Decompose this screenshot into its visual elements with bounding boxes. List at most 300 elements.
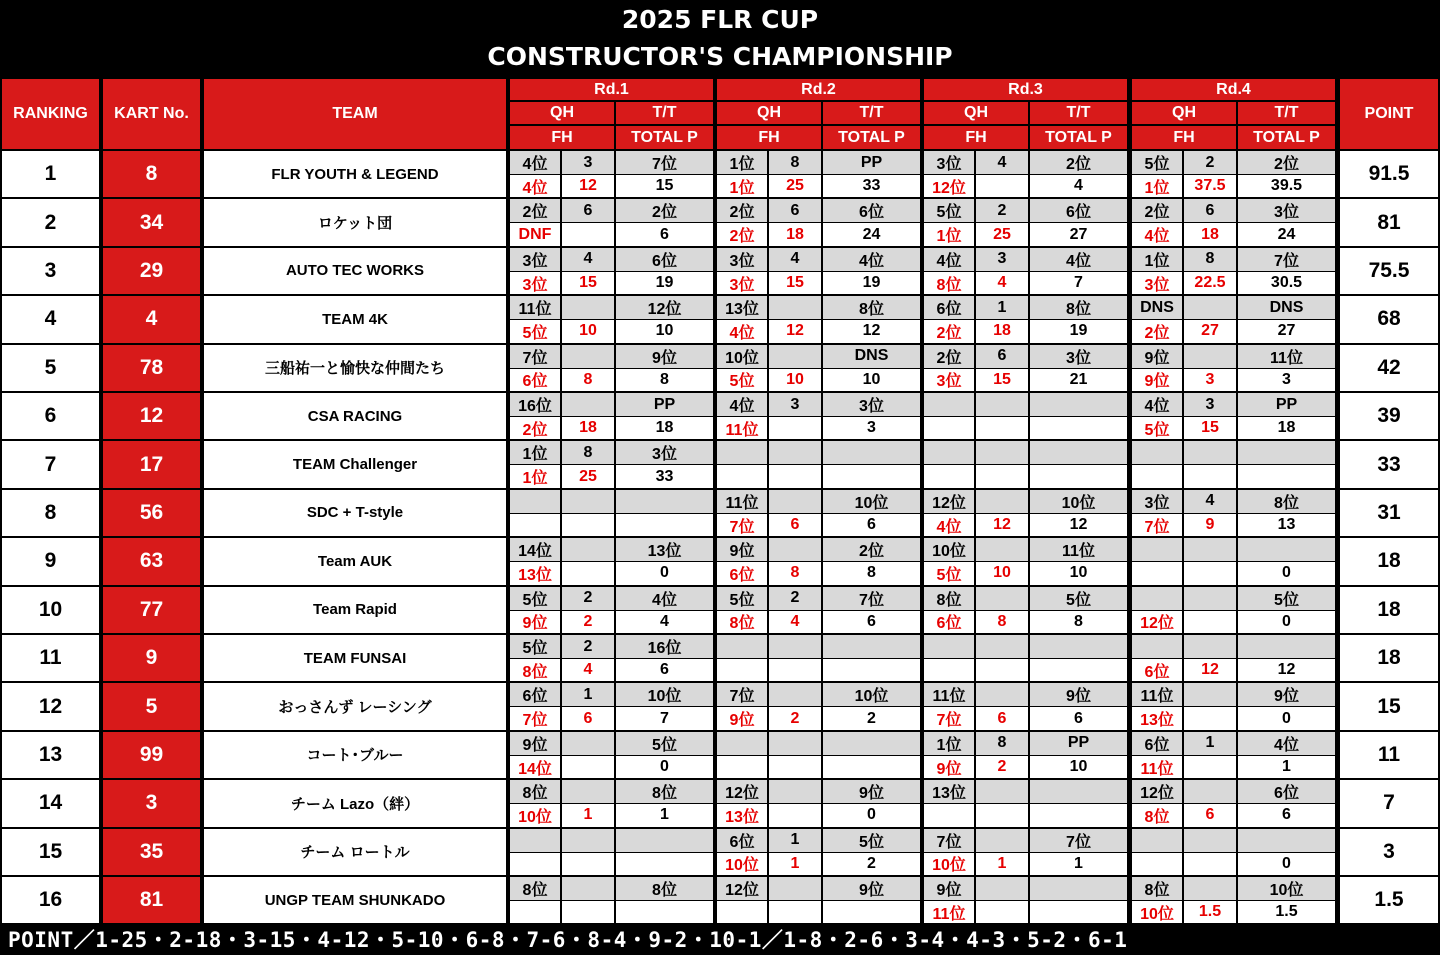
qh-position-cell	[1132, 635, 1182, 658]
round-total-cell: 6	[823, 611, 920, 633]
qh-position-cell: 3位	[717, 248, 767, 271]
fh-points-cell: 1	[976, 853, 1028, 875]
qh-points-cell: 4	[1184, 490, 1236, 513]
rank-cell: 6	[2, 393, 99, 439]
fh-position-cell: 10位	[924, 853, 974, 875]
kart-number-cell: 29	[103, 248, 200, 294]
qh-points-cell	[562, 780, 614, 803]
qh-position-cell: 9位	[717, 538, 767, 561]
round-total-cell: 33	[616, 465, 713, 487]
fh-points-cell	[562, 223, 614, 245]
round-total-cell	[823, 659, 920, 681]
qh-points-cell	[769, 732, 821, 755]
fh-position-cell: 11位	[924, 901, 974, 923]
qh-points-cell	[1184, 877, 1236, 900]
fh-points-cell: 15	[769, 272, 821, 294]
tt-position-cell	[1030, 877, 1127, 900]
qh-points-cell: 2	[1184, 151, 1236, 174]
tt-position-cell: 7位	[1030, 829, 1127, 852]
round-total-cell: 15	[616, 175, 713, 197]
fh-points-cell: 8	[562, 369, 614, 391]
team-name-cell: SDC + T-style	[204, 490, 506, 536]
fh-position-cell	[1132, 853, 1182, 875]
kart-number-cell: 35	[103, 829, 200, 875]
kart-number-cell: 56	[103, 490, 200, 536]
fh-position-cell: 9位	[924, 756, 974, 778]
round-total-cell: 6	[1030, 707, 1127, 729]
qh-position-cell: 1位	[1132, 248, 1182, 271]
kart-number-cell: 81	[103, 877, 200, 923]
rank-cell: 14	[2, 780, 99, 826]
tt-position-cell: 9位	[616, 345, 713, 368]
fh-points-cell	[562, 853, 614, 875]
qh-position-cell: 13位	[717, 296, 767, 319]
qh-position-cell: 5位	[924, 199, 974, 222]
fh-position-cell: 5位	[924, 562, 974, 584]
fh-position-cell: DNF	[510, 223, 560, 245]
fh-points-cell: 18	[562, 417, 614, 439]
qh-points-cell: 3	[1184, 393, 1236, 416]
qh-points-cell	[1184, 780, 1236, 803]
fh-position-cell	[510, 901, 560, 923]
round-total-cell: 10	[1030, 756, 1127, 778]
point-header: POINT	[1340, 79, 1438, 149]
tt-position-cell: 5位	[1238, 587, 1335, 610]
fh-header: FH	[1132, 126, 1236, 149]
qh-position-cell	[1132, 587, 1182, 610]
qh-position-cell: 2位	[1132, 199, 1182, 222]
tt-position-cell	[1238, 635, 1335, 658]
tt-position-cell: 5位	[616, 732, 713, 755]
round-total-cell: 13	[1238, 514, 1335, 536]
fh-position-cell: 6位	[924, 611, 974, 633]
round-total-cell: 3	[1238, 369, 1335, 391]
round-header-3: Rd.3	[924, 79, 1127, 100]
fh-position-cell: 4位	[510, 175, 560, 197]
round-total-cell	[1238, 465, 1335, 487]
fh-points-cell: 25	[769, 175, 821, 197]
qh-position-cell	[924, 635, 974, 658]
tt-position-cell: 8位	[616, 780, 713, 803]
fh-points-cell	[769, 901, 821, 923]
fh-points-cell: 2	[769, 707, 821, 729]
tt-position-cell: 2位	[1030, 151, 1127, 174]
title-line-1: 2025 FLR CUP	[621, 5, 819, 34]
round-total-cell: 0	[1238, 853, 1335, 875]
fh-header: FH	[510, 126, 614, 149]
round-total-cell	[616, 853, 713, 875]
qh-position-cell: 7位	[717, 683, 767, 706]
tt-position-cell	[823, 635, 920, 658]
tt-position-cell: 7位	[823, 587, 920, 610]
qh-points-cell	[769, 345, 821, 368]
tt-position-cell	[1030, 441, 1127, 464]
fh-position-cell: 7位	[510, 707, 560, 729]
point-cell: 18	[1340, 587, 1438, 633]
tt-position-cell: 6位	[1030, 199, 1127, 222]
qh-points-cell	[976, 393, 1028, 416]
qh-points-cell: 1	[1184, 732, 1236, 755]
fh-points-cell: 4	[976, 272, 1028, 294]
fh-points-cell	[562, 756, 614, 778]
fh-position-cell: 6位	[717, 562, 767, 584]
fh-position-cell: 9位	[717, 707, 767, 729]
point-cell: 31	[1340, 490, 1438, 536]
round-total-cell: 0	[823, 804, 920, 826]
team-name-cell: TEAM FUNSAI	[204, 635, 506, 681]
point-cell: 33	[1340, 441, 1438, 487]
qh-points-cell: 2	[976, 199, 1028, 222]
kart-number-cell: 8	[103, 151, 200, 197]
fh-position-cell: 11位	[1132, 756, 1182, 778]
fh-position-cell	[1132, 562, 1182, 584]
fh-points-cell: 6	[976, 707, 1028, 729]
fh-position-cell	[510, 853, 560, 875]
qh-points-cell	[1184, 587, 1236, 610]
qh-position-cell: 11位	[924, 683, 974, 706]
point-cell: 42	[1340, 345, 1438, 391]
fh-points-cell	[976, 175, 1028, 197]
tt-position-cell: PP	[823, 151, 920, 174]
round-total-cell: 1	[1030, 853, 1127, 875]
fh-points-cell	[1184, 707, 1236, 729]
qh-position-cell: 9位	[924, 877, 974, 900]
qh-points-cell: 1	[976, 296, 1028, 319]
tt-position-cell: 4位	[1030, 248, 1127, 271]
rank-cell: 1	[2, 151, 99, 197]
fh-points-cell	[1184, 611, 1236, 633]
qh-points-cell	[769, 296, 821, 319]
qh-position-cell: 5位	[510, 587, 560, 610]
round-total-cell: 33	[823, 175, 920, 197]
fh-position-cell: 5位	[510, 320, 560, 342]
rank-cell: 2	[2, 199, 99, 245]
tt-position-cell: 2位	[616, 199, 713, 222]
round-total-cell: 1	[616, 804, 713, 826]
qh-position-cell	[717, 732, 767, 755]
qh-points-cell: 8	[562, 441, 614, 464]
tt-position-cell: 6位	[1238, 780, 1335, 803]
rank-cell: 7	[2, 441, 99, 487]
fh-points-cell	[769, 804, 821, 826]
point-cell: 91.5	[1340, 151, 1438, 197]
qh-position-cell: 1位	[924, 732, 974, 755]
kart-number-cell: 5	[103, 683, 200, 729]
rank-cell: 5	[2, 345, 99, 391]
fh-points-cell	[562, 514, 614, 536]
round-total-cell: 19	[823, 272, 920, 294]
qh-position-cell: 9位	[510, 732, 560, 755]
qh-points-cell	[562, 538, 614, 561]
kart-number-cell: 12	[103, 393, 200, 439]
round-total-cell: 0	[1238, 562, 1335, 584]
tt-position-cell: 6位	[616, 248, 713, 271]
point-cell: 68	[1340, 296, 1438, 342]
round-total-cell: 6	[616, 659, 713, 681]
qh-points-cell	[562, 296, 614, 319]
qh-position-cell: 12位	[717, 780, 767, 803]
team-name-cell: CSA RACING	[204, 393, 506, 439]
qh-position-cell: 4位	[924, 248, 974, 271]
rank-cell: 8	[2, 490, 99, 536]
qh-points-cell	[1184, 538, 1236, 561]
tt-position-cell: PP	[1030, 732, 1127, 755]
tt-position-cell	[1238, 829, 1335, 852]
tt-header: T/T	[616, 102, 713, 124]
team-name-cell: TEAM 4K	[204, 296, 506, 342]
qh-points-cell	[976, 490, 1028, 513]
fh-points-cell	[976, 465, 1028, 487]
qh-points-cell	[562, 345, 614, 368]
round-total-cell: 10	[1030, 562, 1127, 584]
qh-points-cell	[562, 877, 614, 900]
qh-points-cell	[769, 635, 821, 658]
qh-points-cell: 1	[562, 683, 614, 706]
fh-position-cell: 14位	[510, 756, 560, 778]
qh-points-cell	[562, 393, 614, 416]
fh-points-cell: 6	[1184, 804, 1236, 826]
qh-position-cell: DNS	[1132, 296, 1182, 319]
qh-position-cell: 1位	[510, 441, 560, 464]
round-total-cell	[1030, 659, 1127, 681]
fh-position-cell: 7位	[1132, 514, 1182, 536]
fh-points-cell: 10	[976, 562, 1028, 584]
rank-cell: 11	[2, 635, 99, 681]
qh-header: QH	[717, 102, 821, 124]
qh-points-cell	[769, 780, 821, 803]
round-total-cell: 7	[1030, 272, 1127, 294]
fh-points-cell	[1184, 562, 1236, 584]
tt-position-cell: 8位	[823, 296, 920, 319]
qh-points-cell	[1184, 345, 1236, 368]
point-cell: 15	[1340, 683, 1438, 729]
qh-points-cell: 6	[562, 199, 614, 222]
tt-position-cell	[823, 732, 920, 755]
team-name-cell: チーム ロートル	[204, 829, 506, 875]
qh-position-cell	[510, 829, 560, 852]
qh-position-cell: 10位	[924, 538, 974, 561]
round-total-cell: 6	[1238, 804, 1335, 826]
team-name-cell: Team Rapid	[204, 587, 506, 633]
qh-position-cell	[510, 490, 560, 513]
team-name-cell: UNGP TEAM SHUNKADO	[204, 877, 506, 923]
fh-points-cell: 15	[562, 272, 614, 294]
qh-points-cell	[976, 683, 1028, 706]
round-total-cell: 2	[823, 707, 920, 729]
fh-position-cell: 3位	[510, 272, 560, 294]
fh-position-cell: 2位	[717, 223, 767, 245]
round-total-cell: 0	[1238, 707, 1335, 729]
qh-points-cell	[562, 490, 614, 513]
qh-position-cell	[924, 393, 974, 416]
qh-points-cell: 3	[769, 393, 821, 416]
qh-position-cell: 8位	[510, 780, 560, 803]
qh-header: QH	[510, 102, 614, 124]
team-name-cell: TEAM Challenger	[204, 441, 506, 487]
round-total-cell: 24	[823, 223, 920, 245]
fh-points-cell: 1	[769, 853, 821, 875]
qh-position-cell: 1位	[717, 151, 767, 174]
qh-position-cell: 6位	[717, 829, 767, 852]
tt-position-cell: 9位	[1238, 683, 1335, 706]
fh-position-cell: 8位	[924, 272, 974, 294]
qh-points-cell: 8	[769, 151, 821, 174]
fh-points-cell	[1184, 756, 1236, 778]
fh-points-cell	[976, 659, 1028, 681]
qh-position-cell: 8位	[1132, 877, 1182, 900]
qh-points-cell: 3	[976, 248, 1028, 271]
qh-position-cell	[1132, 441, 1182, 464]
tt-position-cell	[1030, 635, 1127, 658]
round-total-cell: 7	[616, 707, 713, 729]
fh-points-cell: 3	[1184, 369, 1236, 391]
tt-header: T/T	[1238, 102, 1335, 124]
round-total-cell: 8	[1030, 611, 1127, 633]
qh-position-cell: 6位	[1132, 732, 1182, 755]
qh-position-cell: 4位	[717, 393, 767, 416]
total-p-header: TOTAL P	[1238, 126, 1335, 149]
qh-points-cell	[562, 732, 614, 755]
tt-header: T/T	[1030, 102, 1127, 124]
tt-position-cell	[1030, 780, 1127, 803]
qh-points-cell: 2	[562, 635, 614, 658]
round-total-cell	[823, 901, 920, 923]
fh-points-cell: 4	[562, 659, 614, 681]
fh-position-cell	[510, 514, 560, 536]
total-p-header: TOTAL P	[616, 126, 713, 149]
round-total-cell: 19	[616, 272, 713, 294]
round-total-cell: 30.5	[1238, 272, 1335, 294]
tt-position-cell: 13位	[616, 538, 713, 561]
rank-cell: 3	[2, 248, 99, 294]
point-cell: 18	[1340, 635, 1438, 681]
qh-points-cell	[562, 829, 614, 852]
round-total-cell: 6	[823, 514, 920, 536]
round-total-cell: 27	[1238, 320, 1335, 342]
fh-points-cell: 18	[1184, 223, 1236, 245]
qh-points-cell	[976, 829, 1028, 852]
fh-points-cell	[562, 901, 614, 923]
rank-cell: 10	[2, 587, 99, 633]
fh-position-cell	[924, 659, 974, 681]
qh-points-cell: 6	[976, 345, 1028, 368]
points-legend: POINT／1-25・2-18・3-15・4-12・5-10・6-8・7-6・8-4・9-2・10-1／1-8・2-6・3-4・4-3・5-2・6-1	[0, 926, 1440, 955]
tt-position-cell: 10位	[823, 490, 920, 513]
fh-points-cell	[1184, 853, 1236, 875]
tt-position-cell	[616, 829, 713, 852]
kart-number-cell: 63	[103, 538, 200, 584]
tt-position-cell	[1238, 538, 1335, 561]
fh-position-cell: 9位	[510, 611, 560, 633]
fh-position-cell: 1位	[1132, 175, 1182, 197]
fh-header: FH	[717, 126, 821, 149]
fh-position-cell	[717, 465, 767, 487]
qh-header: QH	[924, 102, 1028, 124]
round-total-cell: 10	[823, 369, 920, 391]
round-total-cell	[823, 465, 920, 487]
fh-points-cell	[1184, 465, 1236, 487]
fh-position-cell: 10位	[510, 804, 560, 826]
qh-position-cell: 4位	[1132, 393, 1182, 416]
point-cell: 75.5	[1340, 248, 1438, 294]
round-header-1: Rd.1	[510, 79, 713, 100]
fh-points-cell: 12	[562, 175, 614, 197]
tt-position-cell: 10位	[823, 683, 920, 706]
tt-position-cell: 3位	[1030, 345, 1127, 368]
tt-position-cell: PP	[1238, 393, 1335, 416]
qh-position-cell: 16位	[510, 393, 560, 416]
qh-header: QH	[1132, 102, 1236, 124]
qh-points-cell	[976, 635, 1028, 658]
round-total-cell	[1030, 804, 1127, 826]
team-name-cell: FLR YOUTH & LEGEND	[204, 151, 506, 197]
qh-position-cell	[717, 635, 767, 658]
point-cell: 7	[1340, 780, 1438, 826]
fh-position-cell: 8位	[510, 659, 560, 681]
kart-number-cell: 4	[103, 296, 200, 342]
fh-header: FH	[924, 126, 1028, 149]
round-total-cell: 4	[1030, 175, 1127, 197]
qh-position-cell: 2位	[717, 199, 767, 222]
fh-position-cell	[924, 465, 974, 487]
tt-position-cell: 4位	[616, 587, 713, 610]
qh-points-cell	[1184, 296, 1236, 319]
tt-header: T/T	[823, 102, 920, 124]
tt-position-cell: DNS	[1238, 296, 1335, 319]
qh-points-cell	[976, 441, 1028, 464]
title-line-2: CONSTRUCTOR'S CHAMPIONSHIP	[487, 42, 953, 71]
title-bar	[0, 0, 1440, 77]
tt-position-cell: 3位	[1238, 199, 1335, 222]
qh-position-cell	[717, 441, 767, 464]
fh-position-cell: 2位	[510, 417, 560, 439]
fh-points-cell	[769, 659, 821, 681]
qh-points-cell: 8	[976, 732, 1028, 755]
qh-points-cell	[976, 780, 1028, 803]
round-total-cell: 18	[1238, 417, 1335, 439]
qh-points-cell	[976, 877, 1028, 900]
qh-position-cell: 12位	[924, 490, 974, 513]
tt-position-cell: PP	[616, 393, 713, 416]
round-total-cell: 8	[616, 369, 713, 391]
fh-points-cell	[976, 804, 1028, 826]
tt-position-cell: 11位	[1238, 345, 1335, 368]
qh-position-cell: 8位	[510, 877, 560, 900]
round-total-cell: 1	[1238, 756, 1335, 778]
qh-points-cell	[1184, 829, 1236, 852]
qh-position-cell: 6位	[924, 296, 974, 319]
round-total-cell	[616, 514, 713, 536]
team-name-cell: Team AUK	[204, 538, 506, 584]
fh-position-cell: 12位	[1132, 611, 1182, 633]
fh-points-cell: 18	[769, 223, 821, 245]
fh-points-cell: 6	[769, 514, 821, 536]
qh-position-cell: 8位	[924, 587, 974, 610]
tt-position-cell: 3位	[616, 441, 713, 464]
qh-points-cell: 2	[562, 587, 614, 610]
tt-position-cell: 10位	[616, 683, 713, 706]
fh-points-cell: 2	[562, 611, 614, 633]
fh-points-cell: 6	[562, 707, 614, 729]
round-total-cell: 12	[1238, 659, 1335, 681]
fh-points-cell	[769, 465, 821, 487]
fh-points-cell: 2	[976, 756, 1028, 778]
fh-position-cell: 3位	[924, 369, 974, 391]
round-total-cell: 21	[1030, 369, 1127, 391]
fh-position-cell: 7位	[717, 514, 767, 536]
rank-cell: 9	[2, 538, 99, 584]
point-cell: 11	[1340, 732, 1438, 778]
